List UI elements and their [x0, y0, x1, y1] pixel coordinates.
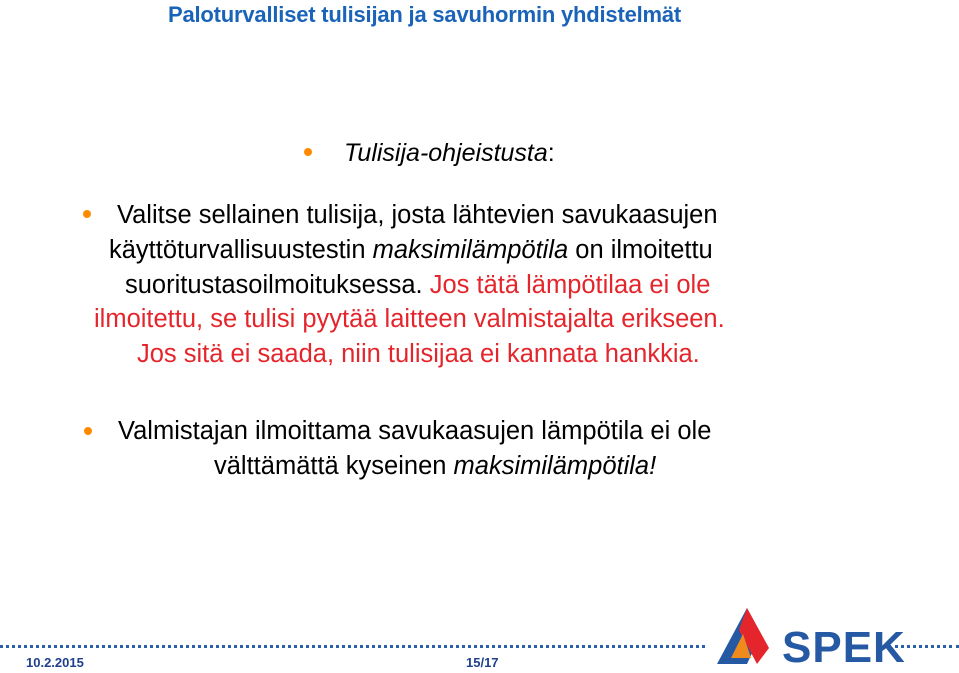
bullet1-line2	[109, 233, 713, 267]
bullet1-line3-text: suoritustasoilmoituksessa.	[125, 271, 430, 299]
bullet1-line4: ilmoitettu, se tulisi pyytää laitteen valmistajalta erikseen.	[94, 305, 725, 333]
bullet1-line2-end: on ilmoitettu	[568, 236, 713, 264]
spek-logo-icon	[717, 600, 783, 666]
bullet1-line5: Jos sitä ei saada, niin tulisijaa ei kannata hankkia.	[137, 340, 700, 368]
bullet2-line2-text: välttämättä kyseinen	[214, 452, 454, 480]
footer-rule-left	[0, 645, 705, 648]
section-heading	[344, 136, 555, 170]
bullet1-line2-text: käyttöturvallisuustestin	[109, 236, 373, 264]
spek-logo-text: SPEK	[782, 623, 906, 672]
slide-title: Paloturvalliset tulisijan ja savuhormin yhdistelmät	[168, 2, 682, 27]
bullet1-line3-highlight: Jos tätä lämpötilaa ei ole	[429, 271, 711, 299]
bullet2-emphasis: maksimilämpötila!	[453, 452, 657, 480]
bullet1-line3	[125, 268, 710, 302]
bullet1-line1: Valitse sellainen tulisija, josta lähtevien savukaasujen	[117, 201, 718, 229]
bullet2-line2	[214, 449, 656, 483]
section-heading-suffix: :	[547, 139, 555, 167]
footer-page-number: 15/17	[466, 655, 499, 670]
bullet-dot	[83, 210, 91, 218]
bullet-dot	[84, 427, 92, 435]
bullet2-line1: Valmistajan ilmoittama savukaasujen lämpötila ei ole	[118, 417, 712, 445]
section-heading-label: Tulisija-ohjeistusta	[344, 139, 548, 167]
footer-date: 10.2.2015	[26, 655, 84, 670]
bullet-dot	[304, 148, 312, 156]
bullet1-emphasis: maksimilämpötila	[372, 236, 569, 264]
